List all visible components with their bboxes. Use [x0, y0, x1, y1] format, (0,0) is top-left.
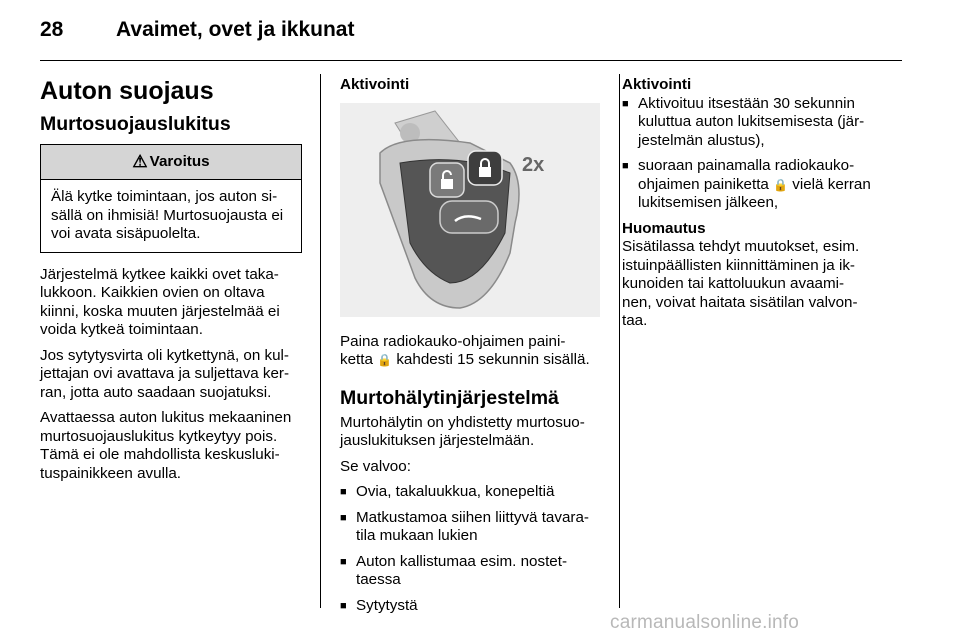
text-line: lukkoon. Kaikkien ovien on oltava	[40, 284, 265, 301]
text-line: Murtohälytin on yhdistetty murtosuo-	[340, 413, 585, 431]
text-line: ran, jotta auto saadaan suojatuksi.	[40, 383, 272, 401]
text-line: kuluttua auton lukitsemisesta (jär-	[638, 113, 865, 130]
warning-line: voi avata sisäpuolelta.	[51, 225, 201, 242]
text-line: Jos sytytysvirta oli kytkettynä, on kul-	[40, 346, 289, 364]
paragraph-3	[40, 409, 304, 483]
text-line: Avattaessa auton lukitus mekaaninen	[40, 409, 292, 426]
text-line	[638, 176, 904, 195]
caption-pre: ketta	[340, 351, 378, 368]
paragraph-2	[40, 347, 304, 403]
text-line: ■ Auton kallistumaa esim. nostet-	[356, 552, 568, 570]
lock-symbol-icon: 🔒	[773, 177, 789, 192]
text-line: ■ Ovia, takaluukkua, konepeltiä	[356, 483, 555, 500]
text-line: Järjestelmä kytkee kaikki ovet taka-	[40, 265, 279, 283]
text-line: taessa	[356, 571, 401, 588]
note-title: Huomautus	[622, 219, 706, 237]
warning-text	[41, 180, 301, 252]
column-2	[340, 76, 608, 622]
warning-box	[40, 144, 302, 253]
chapter-title: Avaimet, ovet ja ikkunat	[116, 18, 355, 41]
monitors-list	[340, 483, 608, 615]
activation-caption	[340, 333, 608, 370]
note-text	[622, 238, 904, 331]
monitors-label: Se valvoo:	[340, 457, 411, 475]
text-line: voida kytkeä toimintaan.	[40, 321, 203, 338]
list-item	[340, 597, 608, 616]
text-line: tila mukaan lukien	[356, 527, 478, 544]
text-line: jestelmän alustus),	[638, 131, 765, 149]
header-rule	[40, 60, 902, 61]
alarm-section-title: Murtohälytinjärjestelmä	[340, 386, 559, 409]
list-item	[340, 509, 608, 546]
text-line: Sisätilassa tehdyt muutokset, esim.	[622, 238, 860, 255]
text-line: jauslukituksen järjestelmään.	[340, 432, 535, 449]
text-line: Paina radiokauko-ohjaimen paini-	[340, 332, 566, 350]
warning-label: Varoitus	[149, 152, 210, 170]
activation-heading: Aktivointi	[340, 76, 410, 93]
text-line: taa.	[622, 312, 648, 329]
alarm-intro	[340, 414, 608, 451]
text-line: Tämä ei ole mahdollista keskusluki-	[40, 446, 280, 463]
bullet-post: vielä kerran	[788, 175, 871, 193]
warning-triangle-icon: ⚠	[132, 151, 148, 171]
watermark: carmanualsonline.info	[610, 612, 800, 633]
paragraph-1	[40, 266, 304, 340]
text-line: ■ Sytytystä	[356, 596, 418, 614]
column-divider-1	[320, 74, 321, 608]
caption-post: kahdesti 15 sekunnin sisällä.	[392, 351, 590, 368]
text-line: ■ Matkustamoa siihen liittyvä tavara-	[356, 508, 589, 526]
activation-heading-2: Aktivointi	[622, 76, 692, 93]
lock-symbol-icon: 🔒	[377, 353, 393, 367]
text-line	[340, 351, 608, 370]
text-line: nen, voivat haitata sisätilan valvon-	[622, 293, 858, 311]
list-item	[340, 553, 608, 590]
column-3	[622, 76, 904, 338]
column-1	[40, 76, 304, 490]
warning-header	[41, 145, 301, 180]
warning-line: Älä kytke toimintaan, jos auton si-	[51, 188, 278, 205]
text-line: murtosuojauslukitus kytkeytyy pois.	[40, 427, 278, 445]
list-item	[340, 483, 608, 502]
section-subtitle: Murtosuojauslukitus	[40, 113, 231, 135]
section-title: Auton suojaus	[40, 77, 214, 105]
text-line: ■ suoraan painamalla radiokauko-	[638, 157, 855, 174]
press-twice-label: 2x	[522, 153, 545, 176]
page-number: 28	[40, 18, 64, 41]
text-line: kiinni, koska muuten järjestelmää ei	[40, 302, 280, 320]
key-fob-illustration	[340, 103, 600, 317]
list-item	[622, 95, 904, 151]
text-line: kunoiden tai kattoluukun avaami-	[622, 275, 845, 292]
text-line: ■ Aktivoituu itsestään 30 sekunnin	[638, 94, 855, 112]
text-line: tuspainikkeen avulla.	[40, 464, 181, 482]
column-divider-2	[619, 74, 620, 608]
text-line: lukitsemisen jälkeen,	[638, 194, 779, 211]
bullet-pre: ohjaimen painiketta	[638, 175, 774, 193]
list-item	[622, 157, 904, 213]
text-line: istuinpäällisten kiinnittäminen ja ik-	[622, 256, 855, 274]
activation-list	[622, 95, 904, 213]
warning-line: sällä on ihmisiä! Murtosuojausta ei	[51, 206, 284, 224]
text-line: jettajan ovi avattava ja suljettava ker-	[40, 365, 290, 382]
